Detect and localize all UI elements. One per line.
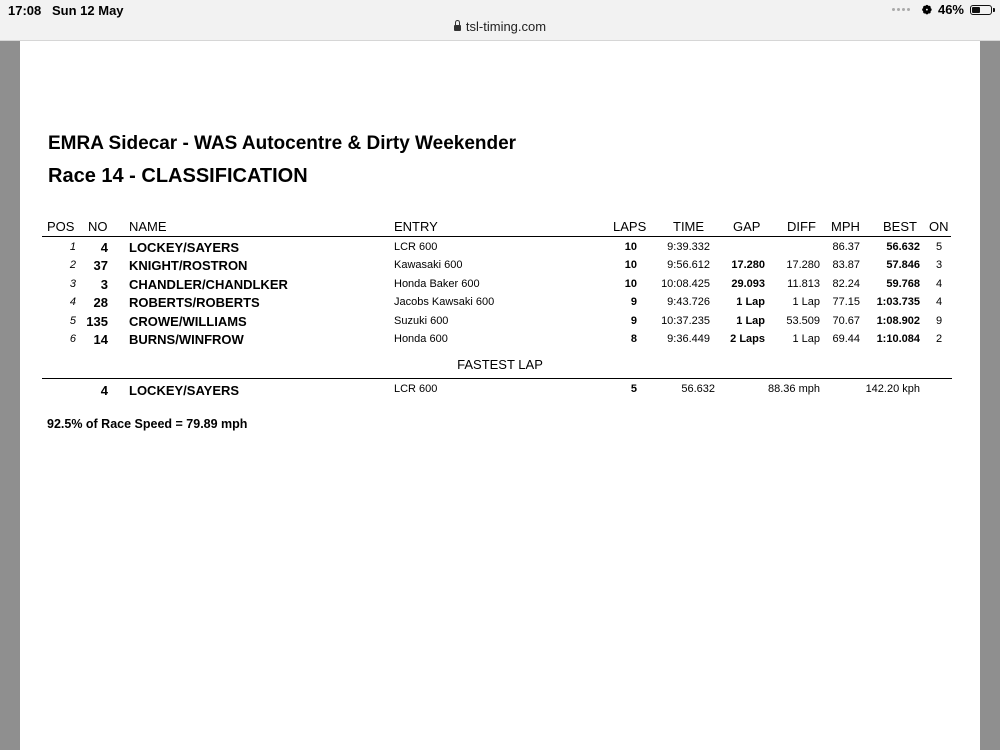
fastest-no: 4 <box>100 383 108 398</box>
cell-best: 57.846 <box>886 259 920 272</box>
cell-mph: 69.44 <box>832 333 860 345</box>
signal-dots-icon <box>892 8 910 11</box>
cell-no: 14 <box>93 332 108 347</box>
cell-best: 1:03.735 <box>876 296 920 309</box>
cell-on: 5 <box>935 241 943 253</box>
fastest-name: LOCKEY/SAYERS <box>129 383 240 398</box>
cell-gap: 29.093 <box>731 277 765 290</box>
cell-entry: Jacobs Kawsaki 600 <box>394 296 495 309</box>
cell-no: 28 <box>93 295 108 311</box>
cell-laps: 9 <box>630 296 637 309</box>
cell-laps: 8 <box>630 333 637 345</box>
fastest-lap-heading: FASTEST LAP <box>457 357 543 372</box>
cell-mph: 70.67 <box>832 314 860 327</box>
fastest-lap-rule <box>42 378 952 379</box>
cell-mph: 86.37 <box>832 241 860 253</box>
cell-entry: Suzuki 600 <box>394 314 449 327</box>
cell-no: 4 <box>100 240 108 255</box>
battery-icon <box>970 5 992 15</box>
fastest-kph: 142.20 kph <box>865 383 920 395</box>
cell-time: 9:56.612 <box>667 259 710 272</box>
cell-on: 4 <box>935 277 943 290</box>
event-title: EMRA Sidecar - WAS Autocentre & Dirty Weekender <box>48 133 517 154</box>
cell-name: BURNS/WINFROW <box>129 332 244 347</box>
cell-time: 9:43.726 <box>667 296 710 309</box>
link-icon: ❁ <box>921 2 932 17</box>
col-pos: POS <box>47 219 75 234</box>
col-diff: DIFF <box>787 219 816 234</box>
cell-no: 135 <box>86 313 108 329</box>
col-best: BEST <box>883 219 917 234</box>
cell-no: 3 <box>100 276 108 292</box>
address-url: tsl-timing.com <box>465 19 547 34</box>
cell-best: 59.768 <box>886 277 920 290</box>
address-bar[interactable] <box>0 19 1000 34</box>
col-no: NO <box>88 219 108 234</box>
clock-date: Sun 12 May <box>52 3 124 18</box>
cell-diff: 11.813 <box>787 277 820 290</box>
cell-name: LOCKEY/SAYERS <box>129 240 240 255</box>
col-name: NAME <box>129 219 167 234</box>
cell-entry: Kawasaki 600 <box>394 259 463 272</box>
cell-gap: 17.280 <box>731 259 765 272</box>
cell-name: CROWE/WILLIAMS <box>129 313 247 329</box>
cell-best: 1:08.902 <box>876 314 920 327</box>
cell-gap: 2 Laps <box>730 333 765 345</box>
cell-name: CHANDLER/CHANDLKER <box>129 276 288 292</box>
header-rule <box>42 236 951 237</box>
cell-on: 9 <box>935 314 943 327</box>
cell-laps: 10 <box>624 241 637 253</box>
cell-no: 37 <box>93 258 108 274</box>
cell-entry: LCR 600 <box>394 241 438 253</box>
col-on: ON <box>929 219 949 234</box>
status-indicators <box>892 2 992 17</box>
cell-gap: 1 Lap <box>736 296 765 309</box>
race-speed-note: 92.5% of Race Speed = 79.89 mph <box>47 417 248 431</box>
cell-laps: 9 <box>630 314 637 327</box>
cell-laps: 10 <box>624 259 637 272</box>
col-time: TIME <box>673 219 705 234</box>
battery-percent: 46% <box>937 2 964 17</box>
col-mph: MPH <box>831 219 860 234</box>
clock-time: 17:08 <box>8 3 42 18</box>
cell-name: KNIGHT/ROSTRON <box>129 258 248 274</box>
cell-laps: 10 <box>624 277 637 290</box>
fastest-time: 56.632 <box>681 383 715 395</box>
cell-best: 1:10.084 <box>876 333 920 345</box>
cell-name: ROBERTS/ROBERTS <box>129 295 260 311</box>
cell-on: 3 <box>935 259 943 272</box>
cell-time: 9:36.449 <box>667 333 710 345</box>
timing-sheet <box>20 41 980 750</box>
cell-time: 9:39.332 <box>667 241 710 253</box>
cell-time: 10:37.235 <box>661 314 710 327</box>
fastest-mph: 88.36 mph <box>768 383 820 395</box>
cell-pos: 3 <box>69 277 76 290</box>
race-title: Race 14 - CLASSIFICATION <box>48 165 308 187</box>
cell-diff: 1 Lap <box>792 333 820 345</box>
col-gap: GAP <box>733 219 761 234</box>
cell-mph: 77.15 <box>832 296 860 309</box>
cell-pos: 6 <box>69 333 76 345</box>
cell-diff: 17.280 <box>786 259 820 272</box>
cell-entry: Honda Baker 600 <box>394 277 480 290</box>
cell-best: 56.632 <box>886 241 920 253</box>
cell-pos: 4 <box>69 296 76 309</box>
col-entry: ENTRY <box>394 219 438 234</box>
cell-gap: 1 Lap <box>736 314 765 327</box>
battery-level <box>972 7 980 13</box>
col-laps: LAPS <box>613 219 647 234</box>
fastest-entry: LCR 600 <box>394 383 438 395</box>
cell-entry: Honda 600 <box>394 333 448 345</box>
cell-time: 10:08.425 <box>661 277 710 290</box>
cell-diff: 1 Lap <box>792 296 820 309</box>
cell-on: 2 <box>935 333 943 345</box>
fastest-lap-number: 5 <box>630 383 637 395</box>
cell-pos: 5 <box>69 314 76 327</box>
cell-pos: 1 <box>69 241 76 253</box>
cell-mph: 82.24 <box>832 277 860 290</box>
cell-diff: 53.509 <box>786 314 820 327</box>
lock-icon <box>454 25 461 31</box>
cell-pos: 2 <box>69 259 76 272</box>
status-bar <box>0 0 1000 41</box>
cell-mph: 83.87 <box>832 259 860 272</box>
cell-on: 4 <box>935 296 943 309</box>
